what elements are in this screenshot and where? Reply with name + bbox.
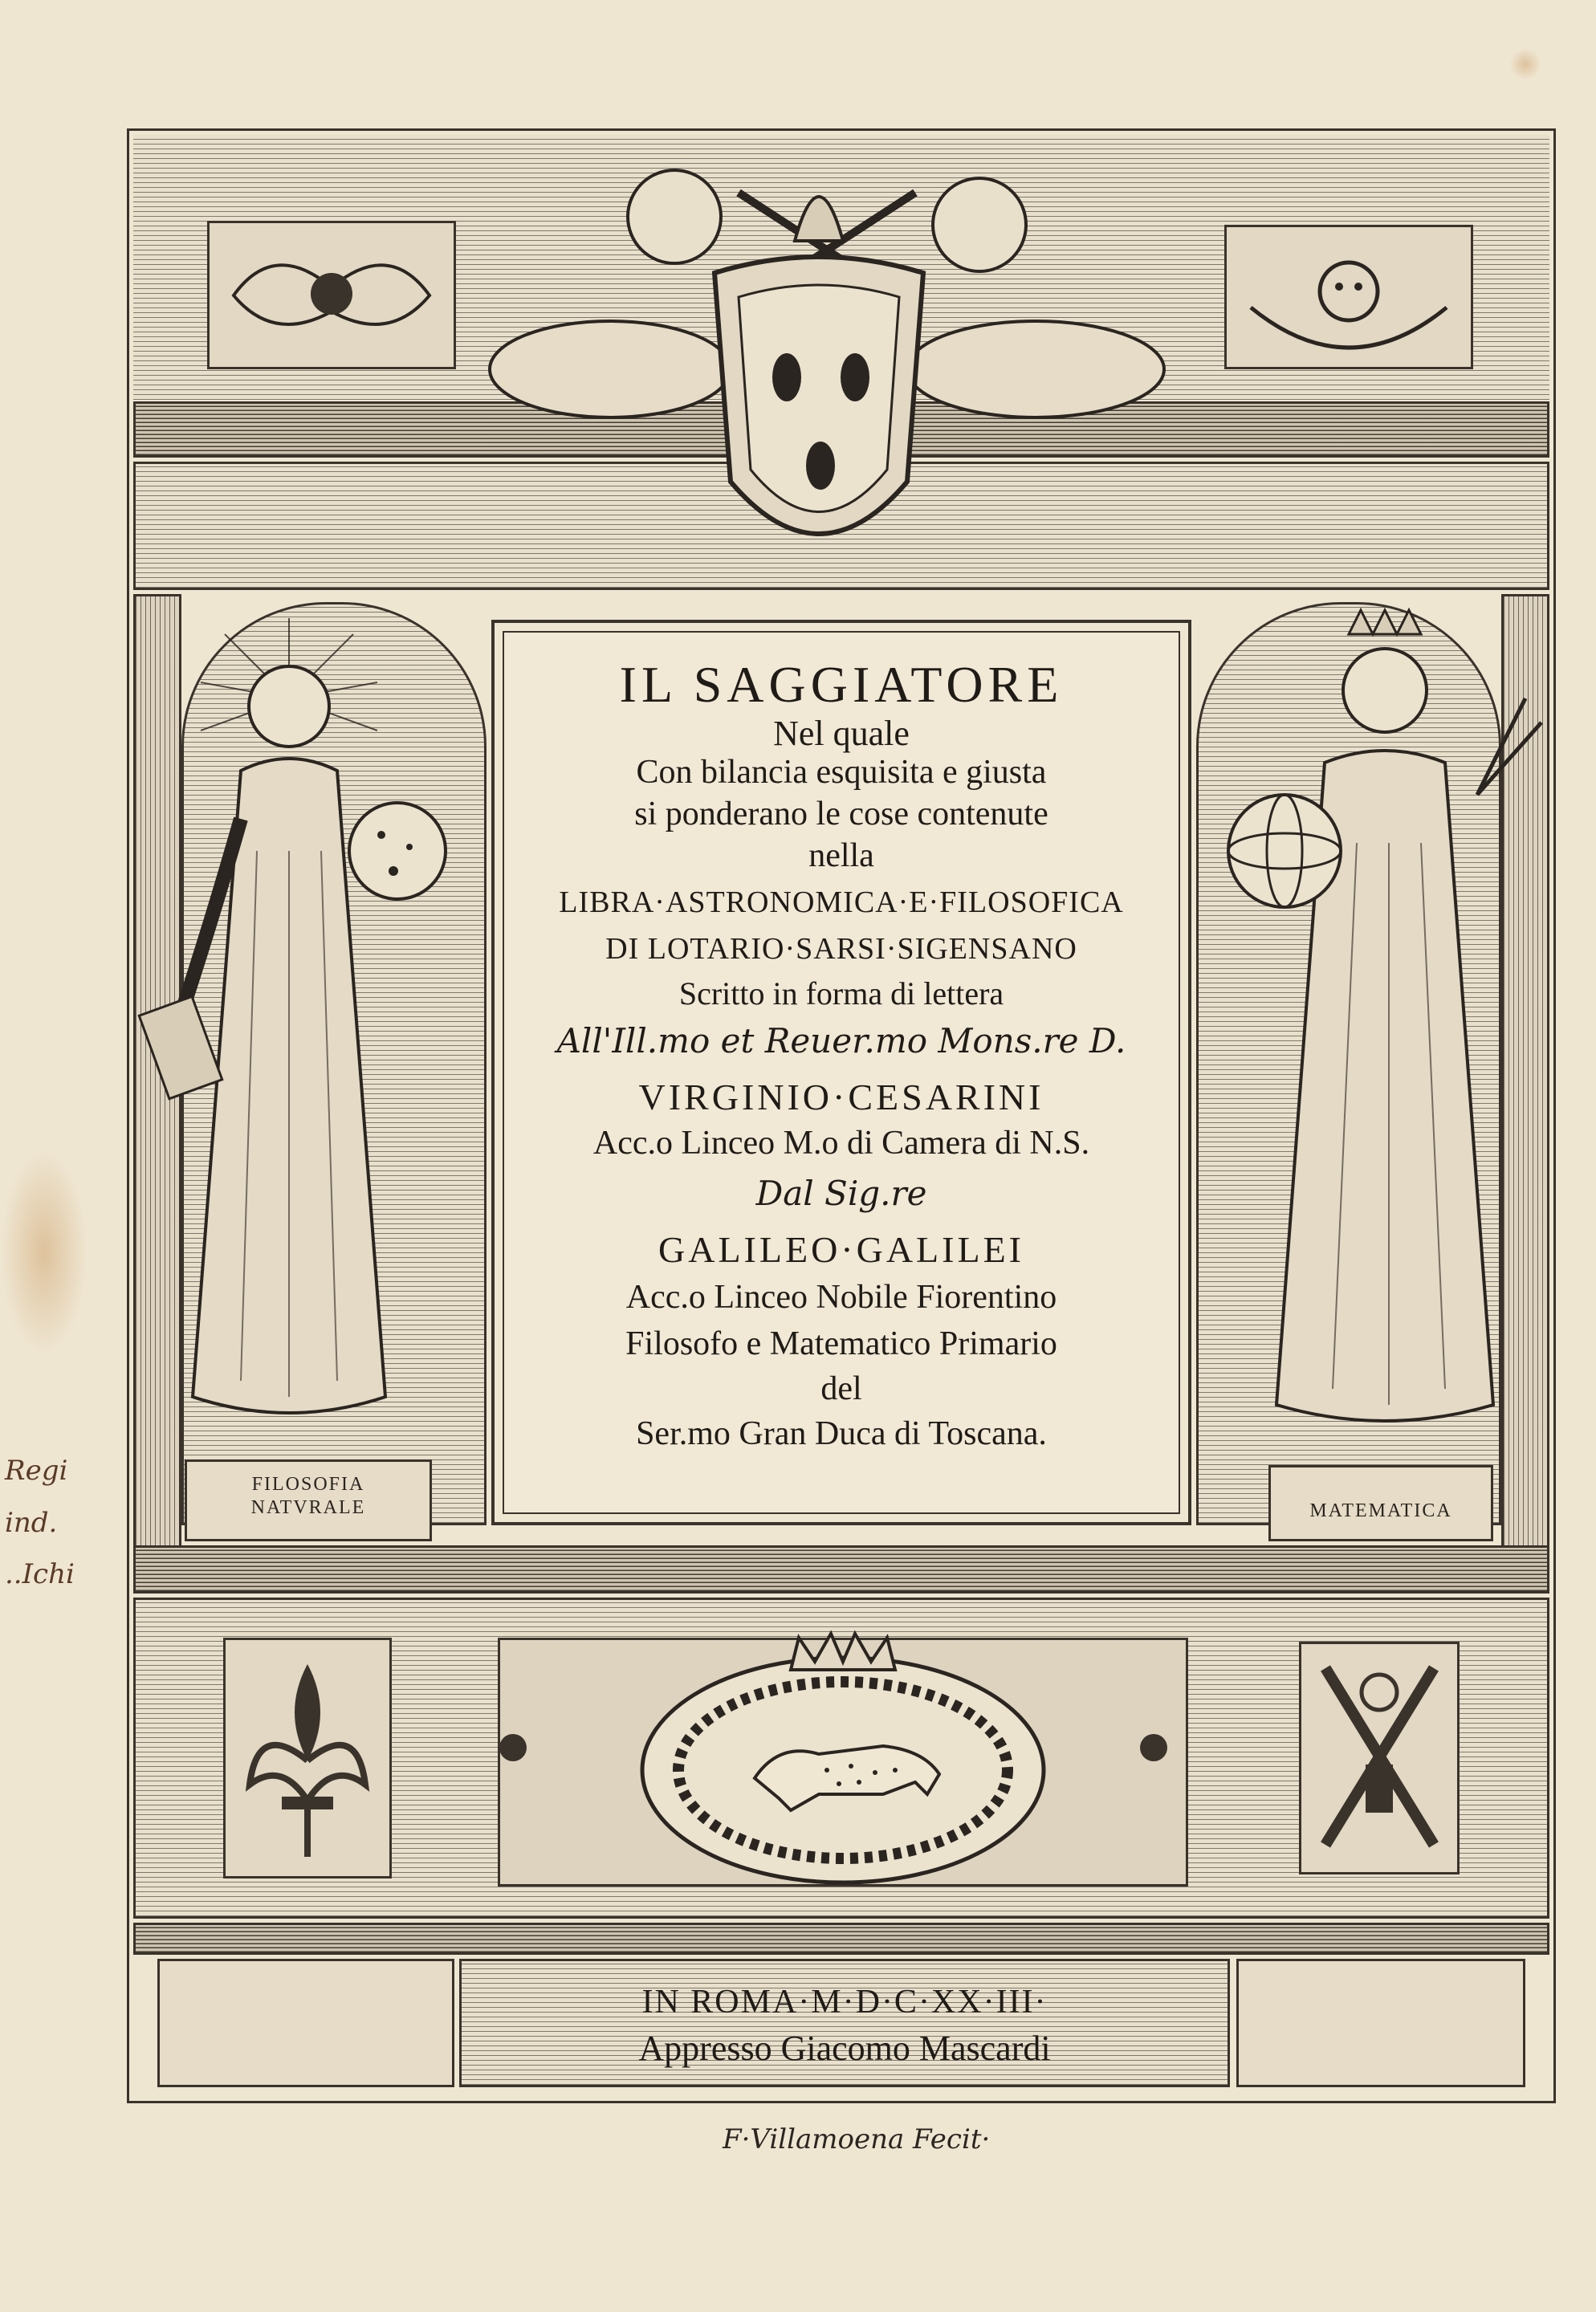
title-line: Dal Sig.re (755, 1174, 927, 1213)
rosette-left (499, 1734, 527, 1761)
paper-stain (1509, 48, 1541, 80)
relief-panel-right (1224, 225, 1473, 369)
lynx-emblem (618, 1614, 1068, 1895)
title-line: del (820, 1370, 862, 1407)
plinth-band (133, 1923, 1549, 1955)
telescope-icon (1301, 1644, 1457, 1872)
fleur-de-lis-icon (226, 1640, 389, 1876)
engraver-signature: F·Villamoena Fecit· (723, 2123, 991, 2155)
relief-panel-fleur (223, 1638, 392, 1878)
paper-stain (0, 1148, 88, 1357)
statue-label-left: FILOSOFIA NATVRALE (250, 1474, 366, 1518)
statue-label-right: MATEMATICA (1309, 1500, 1452, 1521)
papal-coat-of-arms (417, 136, 1220, 634)
statue-filosofia-naturale (120, 610, 474, 1461)
imprint-printer: Appresso Giacomo Mascardi (638, 2029, 1051, 2068)
rosette-right (1140, 1734, 1167, 1761)
title-line: nella (808, 837, 874, 874)
author-name: GALILEO·GALILEI (658, 1229, 1024, 1270)
title-line: si ponderano le cose contenute (634, 796, 1048, 832)
imprint-place-date: IN ROMA·M·D·C·XX·III· (641, 1984, 1048, 2021)
dedication-line: All'Ill.mo et Reuer.mo Mons.re D. (556, 1021, 1126, 1060)
plinth-left (157, 1959, 454, 2087)
ornament-mask-icon (1227, 227, 1471, 367)
title-line: Scritto in forma di lettera (678, 975, 1004, 1012)
title-line: Filosofo e Matematico Primario (625, 1325, 1057, 1362)
plinth-right (1236, 1959, 1525, 2087)
title-line: Acc.o Linceo Nobile Fiorentino (625, 1279, 1057, 1316)
book-title: IL SAGGIATORE (619, 656, 1064, 713)
title-line: Nel quale (773, 714, 910, 753)
title-line: LIBRA·ASTRONOMICA·E·FILOSOFICA (559, 885, 1124, 919)
base-cornice (133, 1545, 1549, 1594)
title-line: Con bilancia esquisita e giusta (636, 754, 1047, 791)
title-line: Ser.mo Gran Duca di Toscana. (636, 1415, 1047, 1452)
relief-panel-instruments (1299, 1642, 1460, 1874)
title-line: Acc.o Linceo M.o di Camera di N.S. (592, 1125, 1090, 1162)
title-line: DI LOTARIO·SARSI·SIGENSANO (605, 932, 1077, 966)
margin-note: Regi ind. ..Ichi (5, 1455, 75, 1591)
statue-matematica (1204, 602, 1557, 1469)
title-panel (491, 620, 1191, 1525)
dedicatee-name: VIRGINIO·CESARINI (638, 1077, 1044, 1117)
